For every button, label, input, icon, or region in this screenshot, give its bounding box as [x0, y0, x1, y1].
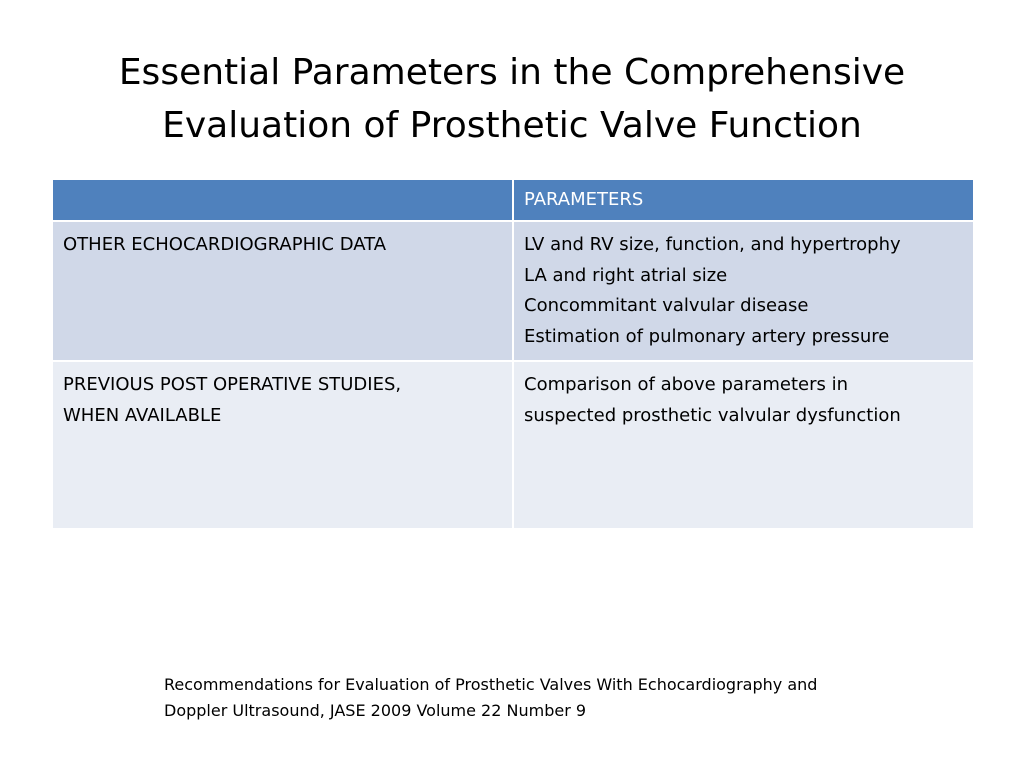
table-row-parameters-cell — [513, 221, 974, 361]
table-row-parameters-cell — [513, 361, 974, 529]
parameter-line: LV and RV size, function, and hypertrophy — [524, 234, 901, 255]
row-label-line: OTHER ECHOCARDIOGRAPHIC DATA — [63, 234, 387, 255]
table-row-previous-studies — [52, 361, 974, 529]
table-header-parameters-cell: PARAMETERS — [513, 179, 974, 221]
table-row-label-cell — [52, 221, 513, 361]
table-header-row — [52, 179, 974, 221]
citation-footnote — [164, 672, 964, 724]
parameter-line: Estimation of pulmonary artery pressure — [524, 325, 890, 347]
citation-line-1: Recommendations for Evaluation of Prosthetic Valves With Echocardiography and — [164, 675, 818, 694]
parameter-line: Comparison of above parameters in — [524, 374, 849, 395]
table-row-other-echo-data — [52, 221, 974, 361]
row-label-line: WHEN AVAILABLE — [63, 404, 222, 426]
slide-title-line-2: Evaluation of Prosthetic Valve Function — [162, 105, 862, 146]
parameter-line: suspected prosthetic valvular dysfunction — [524, 404, 901, 426]
slide-title-line-1: Essential Parameters in the Comprehensive — [118, 52, 906, 93]
citation-line-2: Doppler Ultrasound, JASE 2009 Volume 22 Number 9 — [164, 701, 587, 720]
parameter-line: LA and right atrial size — [524, 264, 728, 286]
parameter-line: Concommitant valvular disease — [524, 295, 809, 316]
slide-title — [40, 46, 984, 152]
parameters-table — [51, 178, 975, 530]
table-header-blank-cell — [52, 179, 513, 221]
row-label-line: PREVIOUS POST OPERATIVE STUDIES, — [63, 374, 402, 395]
table-row-label-cell — [52, 361, 513, 529]
